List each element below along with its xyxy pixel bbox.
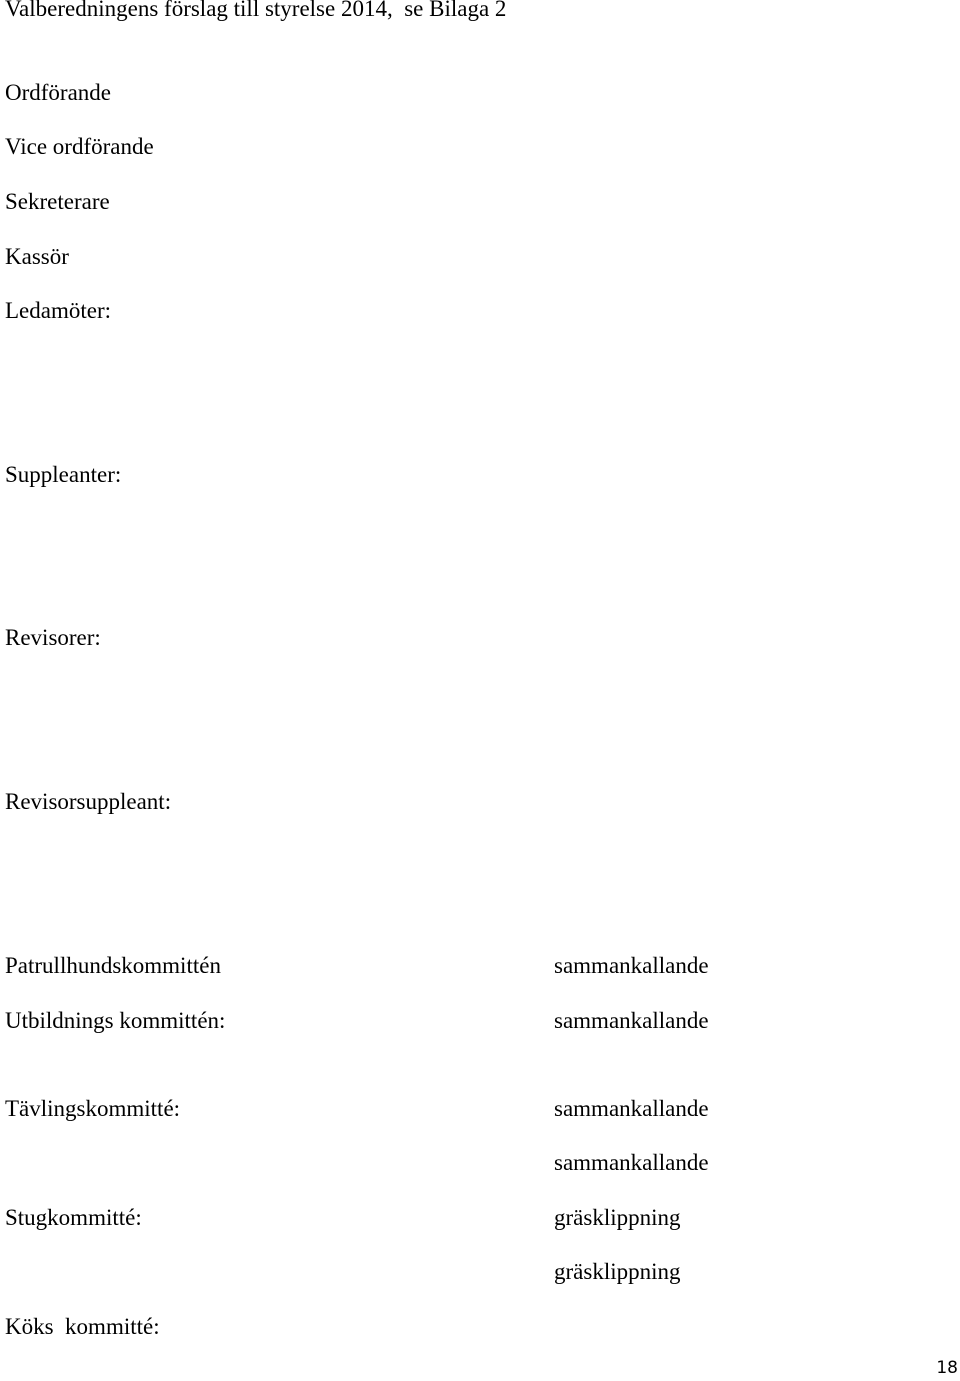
competition-convener-2-text: sammankallande — [554, 1150, 709, 1175]
role-members-label: Ledamöter: — [5, 298, 112, 323]
role-auditors-label: Revisorer: — [5, 625, 101, 650]
role-secretary-label: Sekreterare — [5, 189, 110, 214]
role-chair-label: Ordförande — [5, 80, 112, 105]
cabin-grass-1-text: gräsklippning — [554, 1205, 681, 1230]
page-number: 18 — [936, 1358, 958, 1378]
committee-education-label: Utbildnings kommittén: — [5, 1008, 226, 1033]
committee-cabin-label: Stugkommitté: — [5, 1205, 142, 1230]
education-convener-text: sammankallande — [554, 1008, 709, 1033]
patrol-dog-convener-text: sammankallande — [554, 953, 709, 978]
committee-kitchen-label: Köks kommitté: — [5, 1314, 160, 1339]
role-deputies-label: Suppleanter: — [5, 462, 122, 487]
role-treasurer-label: Kassör — [5, 244, 69, 269]
cabin-grass-2-text: gräsklippning — [554, 1259, 681, 1284]
document-title: Valberedningens förslag till styrelse 2014, se Bilaga 2 — [5, 0, 507, 21]
role-deputy-auditor-label: Revisorsuppleant: — [5, 789, 172, 814]
committee-competition-label: Tävlingskommitté: — [5, 1096, 181, 1121]
committee-patrol-dog-label: Patrullhundskommittén — [5, 953, 221, 978]
competition-convener-1-text: sammankallande — [554, 1096, 709, 1121]
role-vice-chair-label: Vice ordförande — [5, 134, 154, 159]
